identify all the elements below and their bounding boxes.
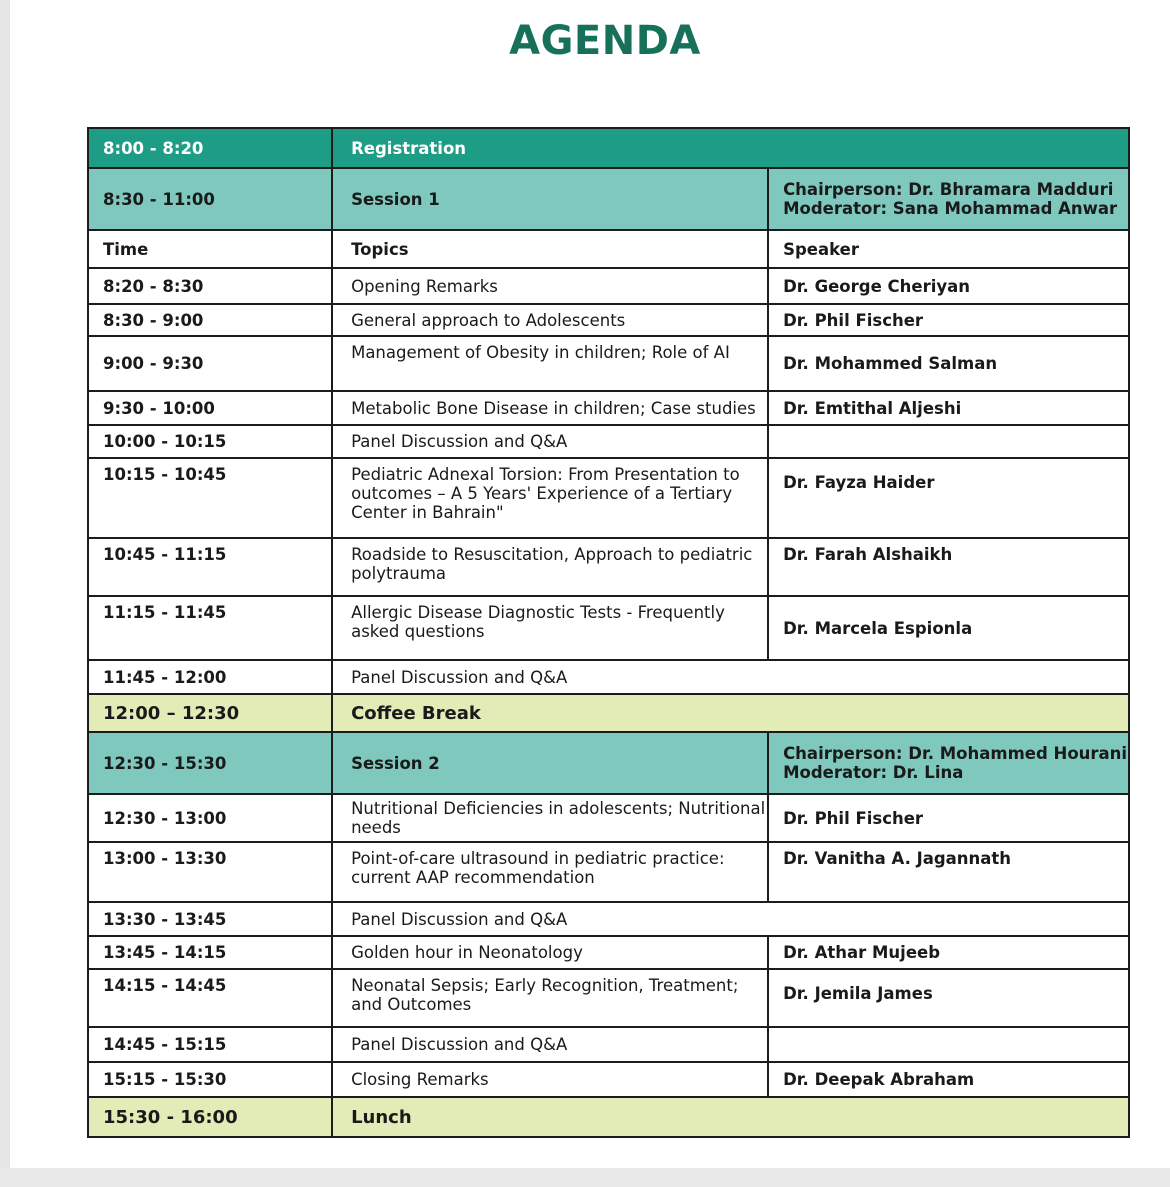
table-row: [88, 425, 1129, 458]
table-row: [88, 969, 1129, 1027]
speaker-cell: Dr. Vanitha A. Jagannath: [768, 842, 1129, 902]
topic-cell: Closing Remarks: [332, 1062, 768, 1097]
time-cell: 12:00 – 12:30: [88, 694, 332, 732]
time-cell: 12:30 - 13:00: [88, 794, 332, 842]
topic-cell: Opening Remarks: [332, 268, 768, 304]
time-cell: 13:45 - 14:15: [88, 936, 332, 969]
table-row-session: [88, 732, 1129, 794]
time-cell: 9:30 - 10:00: [88, 391, 332, 425]
table-row: [88, 794, 1129, 842]
topic-cell: Neonatal Sepsis; Early Recognition, Treatment; and Outcomes: [332, 969, 768, 1027]
header-topics: Topics: [332, 230, 768, 268]
agenda-table: [87, 127, 1130, 1138]
table-row: [88, 538, 1129, 596]
speaker-cell: [768, 1027, 1129, 1062]
table-row: [88, 936, 1129, 969]
table-row: [88, 268, 1129, 304]
time-cell: 10:15 - 10:45: [88, 458, 332, 538]
time-cell: 11:15 - 11:45: [88, 596, 332, 660]
topic-cell: Lunch: [332, 1097, 1129, 1137]
speaker-cell: Dr. Phil Fischer: [768, 304, 1129, 336]
moderator-text: Moderator: Dr. Lina: [783, 763, 964, 782]
time-cell: 10:00 - 10:15: [88, 425, 332, 458]
agenda-title: AGENDA: [509, 18, 701, 64]
time-cell: 13:00 - 13:30: [88, 842, 332, 902]
time-cell: 10:45 - 11:15: [88, 538, 332, 596]
table-row-break: [88, 1097, 1129, 1137]
table-row-break: [88, 694, 1129, 732]
speaker-cell: Dr. Farah Alshaikh: [768, 538, 1129, 596]
topic-cell: Panel Discussion and Q&A: [332, 902, 1129, 936]
time-cell: 8:30 - 9:00: [88, 304, 332, 336]
topic-cell: Session 1: [332, 168, 768, 230]
speaker-cell: Dr. Marcela Espionla: [768, 596, 1129, 660]
table-row: [88, 391, 1129, 425]
time-cell: 8:00 - 8:20: [88, 128, 332, 168]
topic-cell: Metabolic Bone Disease in children; Case studies: [332, 391, 768, 425]
speaker-cell: Dr. Mohammed Salman: [768, 336, 1129, 391]
speaker-cell: Dr. Emtithal Aljeshi: [768, 391, 1129, 425]
header-time: Time: [88, 230, 332, 268]
table-row: [88, 304, 1129, 336]
topic-cell: Panel Discussion and Q&A: [332, 1027, 768, 1062]
topic-cell: Nutritional Deficiencies in adolescents; Nutritional needs: [332, 794, 768, 842]
speaker-cell: Dr. Phil Fischer: [768, 794, 1129, 842]
topic-cell: Coffee Break: [332, 694, 1129, 732]
table-row: [88, 458, 1129, 538]
time-cell: 15:30 - 16:00: [88, 1097, 332, 1137]
table-row-session: [88, 168, 1129, 230]
topic-cell: Management of Obesity in children; Role of AI: [332, 336, 768, 391]
time-cell: 13:30 - 13:45: [88, 902, 332, 936]
topic-cell: Golden hour in Neonatology: [332, 936, 768, 969]
topic-cell: Allergic Disease Diagnostic Tests - Frequently asked questions: [332, 596, 768, 660]
speaker-cell: Dr. Deepak Abraham: [768, 1062, 1129, 1097]
topic-cell: Pediatric Adnexal Torsion: From Presentation to outcomes – A 5 Years' Experience of a Tertiary Center in Bahrain": [332, 458, 768, 538]
topic-cell: Roadside to Resuscitation, Approach to pediatric polytrauma: [332, 538, 768, 596]
speaker-cell: Dr. Athar Mujeeb: [768, 936, 1129, 969]
speaker-cell: [768, 425, 1129, 458]
session-leads-cell: [768, 732, 1129, 794]
topic-cell: Panel Discussion and Q&A: [332, 425, 768, 458]
speaker-cell: Dr. Jemila James: [768, 969, 1129, 1027]
session-leads-cell: [768, 168, 1129, 230]
speaker-cell: Dr. George Cheriyan: [768, 268, 1129, 304]
page-bottom-edge: [0, 1168, 1170, 1187]
time-cell: 8:20 - 8:30: [88, 268, 332, 304]
speaker-cell: Dr. Fayza Haider: [768, 458, 1129, 538]
time-cell: 12:30 - 15:30: [88, 732, 332, 794]
table-row: [88, 336, 1129, 391]
time-cell: 14:15 - 14:45: [88, 969, 332, 1027]
topic-cell: Session 2: [332, 732, 768, 794]
topic-cell: Point-of-care ultrasound in pediatric practice: current AAP recommendation: [332, 842, 768, 902]
page-left-edge: [0, 0, 10, 1187]
chairperson-text: Chairperson: Dr. Mohammed Hourani: [783, 744, 1128, 763]
table-header-row: [88, 230, 1129, 268]
time-cell: 15:15 - 15:30: [88, 1062, 332, 1097]
time-cell: 9:00 - 9:30: [88, 336, 332, 391]
topic-cell: Panel Discussion and Q&A: [332, 660, 1129, 694]
table-row: [88, 842, 1129, 902]
table-row: [88, 902, 1129, 936]
table-row-registration: [88, 128, 1129, 168]
chairperson-text: Chairperson: Dr. Bhramara Madduri: [783, 180, 1114, 199]
time-cell: 11:45 - 12:00: [88, 660, 332, 694]
table-row: [88, 660, 1129, 694]
topic-cell: Registration: [332, 128, 1129, 168]
table-row: [88, 596, 1129, 660]
topic-cell: General approach to Adolescents: [332, 304, 768, 336]
time-cell: 8:30 - 11:00: [88, 168, 332, 230]
table-row: [88, 1062, 1129, 1097]
time-cell: 14:45 - 15:15: [88, 1027, 332, 1062]
table-row: [88, 1027, 1129, 1062]
moderator-text: Moderator: Sana Mohammad Anwar: [783, 199, 1118, 218]
header-speaker: Speaker: [768, 230, 1129, 268]
